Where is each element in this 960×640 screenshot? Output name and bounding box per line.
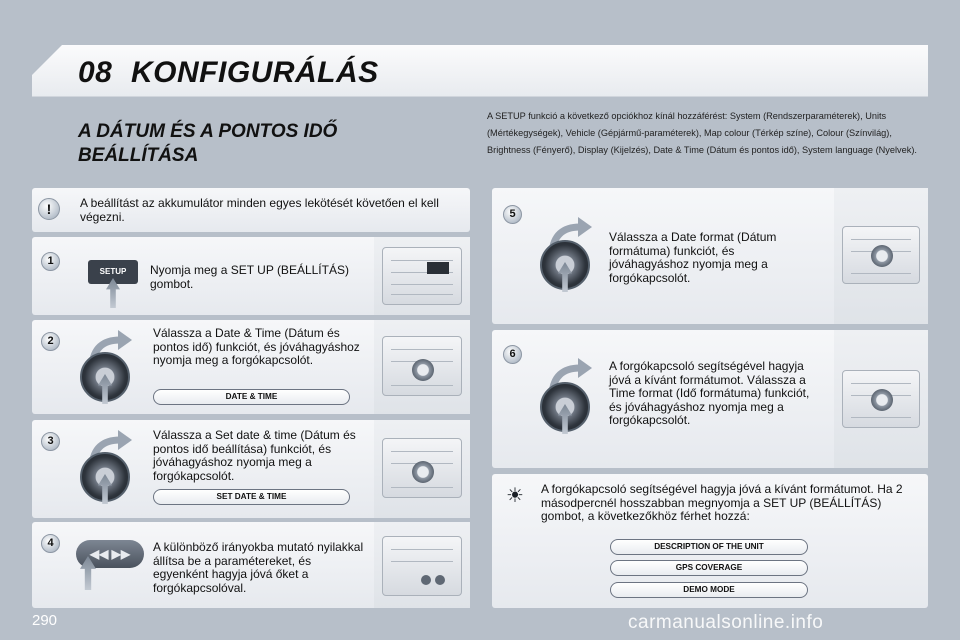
radio-image-panel (374, 237, 470, 315)
warning-text: A beállítást az akkumulátor minden egyes lekötését követően el kell végezni. (80, 196, 439, 224)
step-4-number: 4 (41, 534, 60, 553)
setup-button: SETUP (88, 260, 138, 284)
section-title: A DÁTUM ÉS A PONTOS IDŐ BEÁLLÍTÁSA (78, 121, 338, 166)
chapter-title: KONFIGURÁLÁS (131, 56, 379, 89)
step-2-text: Válassza a Date & Time (Dátum és pontos idő) funkciót, és jóváhagyáshoz nyomja meg a forgókapcsolót. (153, 326, 360, 367)
step-6-text: A forgókapcsoló segítségével hagyja jóvá a kívánt formátumot. Válassza a Time format (Idő formátuma) funkciót, és jóváhagyáshoz nyomja meg a forgókapcsolót. (609, 359, 810, 427)
radio-unit-image (382, 336, 462, 396)
radio-image-panel (374, 320, 470, 414)
option-pill: DESCRIPTION OF THE UNIT (610, 539, 808, 555)
warning-icon: ! (38, 198, 60, 220)
step-2-number: 2 (41, 332, 60, 351)
step-1-text: Nyomja meg a SET UP (BEÁLLÍTÁS) gombot. (150, 263, 349, 291)
arrow-keys-icon: ◀◀ ▶▶ (76, 540, 144, 568)
radio-image-panel (834, 188, 928, 324)
radio-image-panel (374, 522, 470, 608)
step-3-number: 3 (41, 432, 60, 451)
radio-unit-image (842, 370, 920, 428)
step-3-text: Válassza a Set date & time (Dátum és pontos idő beállítása) funkciót, és jóváhagyáshoz nyomja meg a forgókapcsolót. (153, 428, 356, 483)
step-5-number: 5 (503, 205, 522, 224)
step-1-number: 1 (41, 252, 60, 271)
option-pill: DEMO MODE (610, 582, 808, 598)
radio-unit-image (382, 247, 462, 305)
radio-image-panel (374, 420, 470, 518)
menu-label-pill: DATE & TIME (153, 389, 350, 405)
step-4-text: A különböző irányokba mutató nyilakkal állítsa be a paramétereket, és egyenként hagyja jóvá őket a forgókapcsolóval. (153, 540, 364, 595)
menu-label-pill: SET DATE & TIME (153, 489, 350, 505)
chapter-number: 08 (78, 56, 113, 89)
radio-unit-image (842, 226, 920, 284)
radio-unit-image (382, 536, 462, 596)
watermark: carmanualsonline.info (628, 612, 824, 633)
sun-icon: ☀ (506, 485, 524, 507)
setup-key-highlight (427, 262, 449, 274)
step-5-text: Válassza a Date format (Dátum formátuma) funkciót, és jóváhagyáshoz nyomja meg a forgókapcsolót. (609, 230, 777, 285)
step-6-number: 6 (503, 345, 522, 364)
tip-text: A forgókapcsoló segítségével hagyja jóvá a kívánt formátumot. Ha 2 másodpercnél hosszabban megnyomja a SET UP (BEÁLLÍTÁS) gombot, a következőkhöz férhet hozzá: (541, 482, 903, 523)
page-number: 290 (32, 612, 58, 629)
option-pill: GPS COVERAGE (610, 560, 808, 576)
intro-text: A SETUP funkció a következő opciókhoz kínál hozzáférést: System (Rendszerparaméterek), Units (Mértékegységek), Vehicle (Gépjármű-paraméterek), Map colour (Térkép színe), Colour (Színvilág), Brightness (Fényerő), Display (Kijelzés), Date & Time (Dátum és pontos idő), System language (Nyelvek). (487, 111, 917, 155)
radio-unit-image (382, 438, 462, 498)
radio-image-panel (834, 330, 928, 468)
